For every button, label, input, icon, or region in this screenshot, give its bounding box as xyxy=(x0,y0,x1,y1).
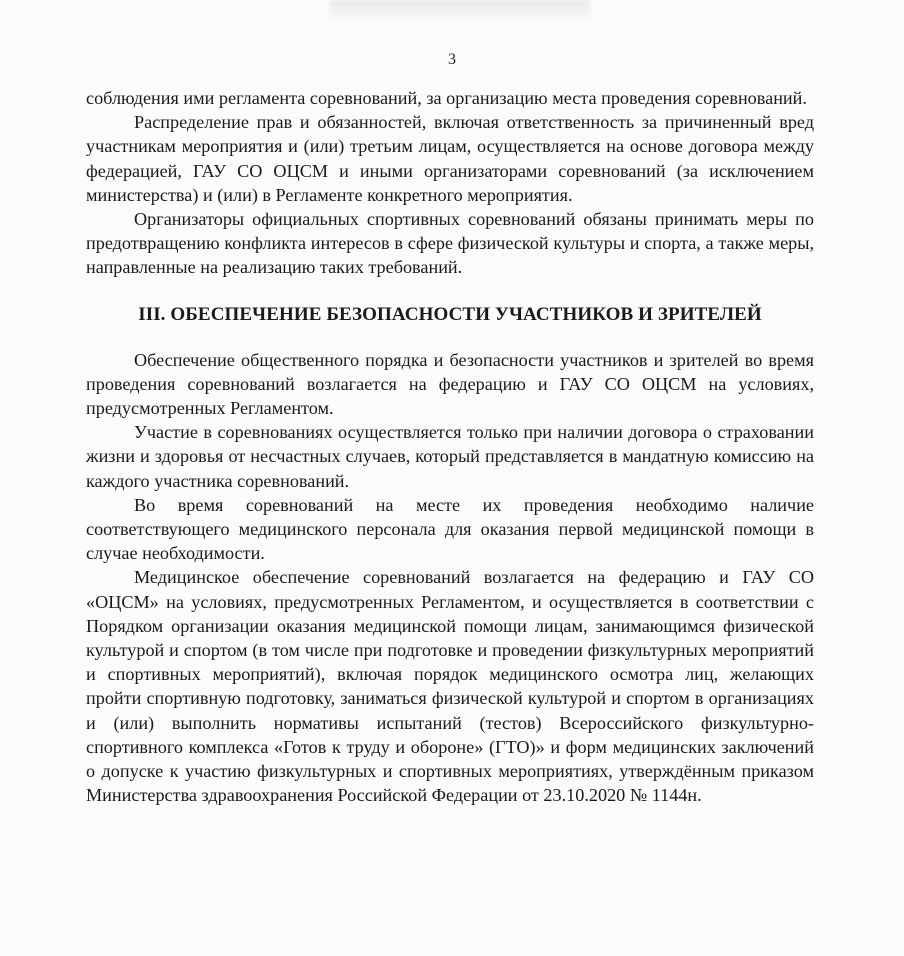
document-body xyxy=(86,86,814,807)
paragraph-continuation: соблюдения ими регламента соревнований, за организацию места проведения соревнований. xyxy=(86,88,807,108)
scan-bleed-through xyxy=(330,0,590,22)
section-heading: III. ОБЕСПЕЧЕНИЕ БЕЗОПАСНОСТИ УЧАСТНИКОВ И ЗРИТЕЛЕЙ xyxy=(138,303,762,325)
paragraph-rights-distribution: Распределение прав и обязанностей, включая ответственность за причиненный вред участникам мероприятия и (или) третьим лицам, осуществляется на основе договора между федерацией, ГАУ СО ОЦСМ и иными организаторами соревнований (за исключением министерства) и (или) в Регламенте конкретного мероприятия. xyxy=(86,112,814,205)
page-number: 3 xyxy=(448,51,456,68)
paragraph-medical-support: Медицинское обеспечение соревнований возлагается на федерацию и ГАУ СО «ОЦСМ» на условиях, предусмотренных Регламентом, и осуществляется в соответствии с Порядком организации оказания медицинской помощи лицам, занимающимся физической культурой и спортом (в том числе при подготовке и проведении физкультурных мероприятий и спортивных мероприятий), включая порядок медицинского осмотра лиц, желающих пройти спортивную подготовку, заниматься физической культурой и спортом в организациях и (или) выполнить нормативы испытаний (тестов) Всероссийского физкультурно-спортивного комплекса «Готов к труду и обороне» (ГТО)» и форм медицинских заключений о допуске к участию физкультурных и спортивных мероприятиях, утверждённым приказом Министерства здравоохранения Российской Федерации от 23.10.2020 № 1144н. xyxy=(86,567,814,806)
paragraph-conflict-of-interest: Организаторы официальных спортивных соревнований обязаны принимать меры по предотвращению конфликта интересов в сфере физической культуры и спорта, а также меры, направленные на реализацию таких требований. xyxy=(86,209,814,278)
paragraph-medical-staff: Во время соревнований на месте их проведения необходимо наличие соответствующего медицинского персонала для оказания первой медицинской помощи в случае необходимости. xyxy=(86,494,814,564)
paragraph-insurance: Участие в соревнованиях осуществляется только при наличии договора о страховании жизни и здоровья от несчастных случаев, который представляется в мандатную комиссию на каждого участника соревнований. xyxy=(86,422,814,491)
paragraph-public-order: Обеспечение общественного порядка и безопасности участников и зрителей во время проведения соревнований возлагается на федерацию и ГАУ СО ОЦСМ на условиях, предусмотренных Регламентом. xyxy=(86,349,814,419)
